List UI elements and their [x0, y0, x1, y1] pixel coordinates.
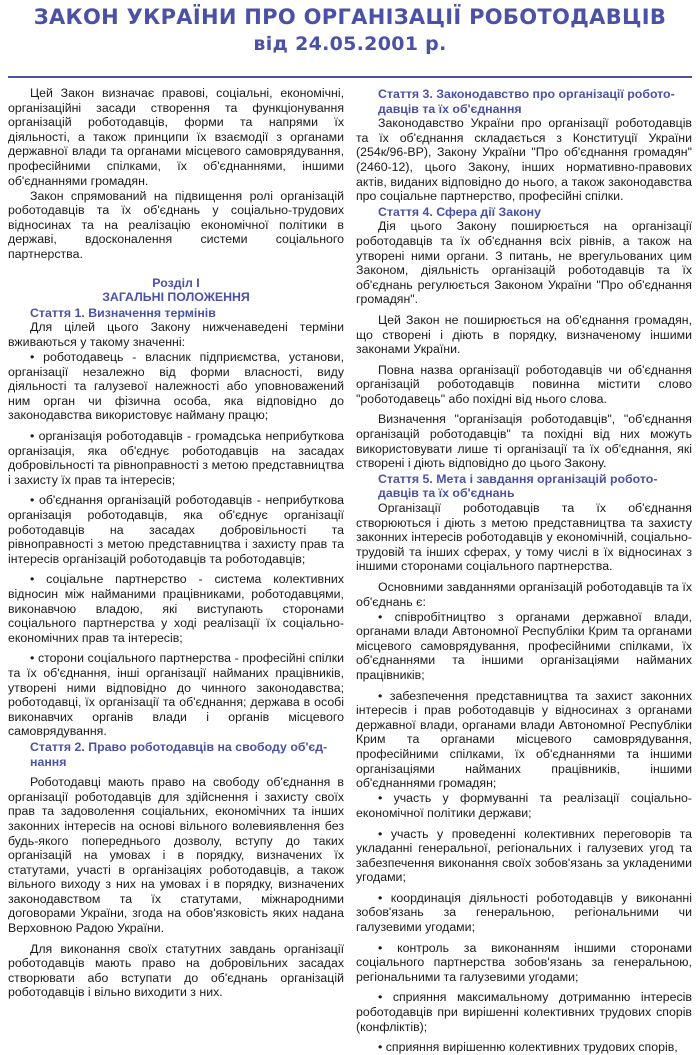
article-5-title-line-1: Стаття 5. Мета і завдання організацій робото- [378, 471, 658, 486]
article-5-paragraph-2: Основними завданнями організацій роботодавців та їх об'єднань є: [356, 580, 692, 609]
article-1-paragraph: Для цілей цього Закону нижченаведені терміни вживаються у такому значенні: [8, 320, 344, 349]
title-block [8, 0, 692, 64]
article-3-title [356, 87, 692, 116]
article-5-bullet-5: • координація діяльності роботодавців у виконанні зобов'язань за генеральною, регіональними чи галузевими угодами; [356, 890, 692, 935]
title-divider [8, 76, 692, 78]
article-5-bullet-7: • сприяння максимальному дотриманню інтересів роботодавців при вирішенні колективних трудових спорів (конфліктів); [356, 990, 692, 1034]
article-4-paragraph-1: Дія цього Закону поширюється на організації роботодавців та їх об'єднання всіх рівнів, а також на утворені ними органи. З питань, не врегульованих цим Законом, діяльність організацій роботодавців та їх об'єднань регулюється Законом України "Про об'єднання громадян". [356, 219, 692, 307]
article-2-title-line-1: Стаття 2. Право роботодавців на свободу об'єд- [30, 739, 328, 754]
article-5-bullet-2: • забезпечення представництва та захист законних інтересів і прав роботодавців у відносинах з органами державної влади, органами влади Автономної Республіки Крим та органами місцевого самоврядування, професійними спілками, їх об'єднаннями та іншими організаціями найманих працівників, іншими об'єднаннями громадян; [356, 688, 692, 791]
article-1-bullet-1: • роботодавець - власник підприємства, установи, організації незалежно від форми власності, виду діяльності та галузевої належності або уповноважений ним орган чи фізична особа, яка відповідно до законодавства використовує найману працю; [8, 350, 344, 423]
article-5-bullet-4: • участь у проведенні колективних переговорів та укладанні генеральної, регіональних і галузевих угод та забезпечення виконання своїх зобов'язань за укладеними угодами; [356, 826, 692, 885]
left-column [8, 86, 344, 1016]
article-1-bullet-2: • організація роботодавців - громадська неприбуткова організація, яка об'єднує роботодавців на засадах добровільності та рівноправності з метою представництва і захисту їх прав та інтересів; [8, 429, 344, 487]
article-3-title-line-1: Стаття 3. Законодавство про організації робото- [378, 87, 675, 101]
intro-paragraph-2: Закон спрямований на підвищення ролі організацій роботодавців та їх об'єднань у соціально-трудових відносинах та на реалізацію економічної політики в державі, вдосконалення системи соціального партнерства. [8, 188, 344, 262]
article-1-bullet-4: • соціальне партнерство - система колективних відносин між найманими працівниками, роботодавцями, виконавчою владою, які виступають сторонами соціального партнерства у ході реалізації їх соціально-економічних прав та інтересів; [8, 572, 344, 645]
article-5-bullet-8: • сприяння вирішенню колективних трудових спорів, [378, 1040, 678, 1055]
section-title: ЗАГАЛЬНІ ПОЛОЖЕННЯ [102, 290, 250, 305]
article-4-title: Стаття 4. Сфера дії Закону [378, 204, 541, 219]
law-date: від 24.05.2001 р. [253, 33, 447, 55]
article-3-paragraph: Законодавство України про організації роботодавців та їх об'єднання складається з Конституції України (254к/96-ВР), Закону України "Про об'єднання громадян" (2460-12), цього Закону, інших нормативно-правових актів, виданих відповідно до нього, а також законодавства про соціальне партнерство, професійні спілки. [356, 116, 692, 204]
article-5-bullet-6: • контроль за виконанням іншими сторонами соціального партнерства зобов'язань за генеральною, регіональними та галузевими угодами; [356, 940, 692, 984]
article-2-title [8, 740, 344, 769]
article-2-paragraph-1: Роботодавці мають право на свободу об'єднання в організації роботодавців для здійснення і захисту своїх прав та задоволення соціальних, економічних та інших законних інтересів на основі вільного волевиявлення без будь-якого попереднього дозволу, вступу до таких організацій на умовах і в порядку, визначених їх статутами, участі в організаціях роботодавців, а також вільного виходу з них на умовах і в порядку, визначених законодавством та їх статутами, міжнародними договорами України, згода на обов'язковість яких надана Верховною Радою України. [8, 775, 344, 936]
article-3-title-line-2: давців та їх об'єднання [378, 101, 522, 116]
article-4-paragraph-4: Визначення "організація роботодавців", "об'єднання організацій роботодавців" та похідні від них можуть використовувати лише ті організації та їх об'єднання, які створені і діють відповідно до цього Закону. [356, 412, 692, 471]
law-title: ЗАКОН УКРАЇНИ ПРО ОРГАНІЗАЦІЇ РОБОТОДАВЦІВ [33, 5, 667, 29]
right-column [356, 86, 692, 1055]
article-5-paragraph-1: Організації роботодавців та їх об'єднання створюються і діють з метою представництва та захисту законних інтересів роботодавців у економічній, соціально-трудовій та інших сферах, у тому числі в їх відносинах з іншими сторонами соціального партнерства. [356, 501, 692, 574]
article-5-bullet-1: • співробітництво з органами державної влади, органами влади Автономної Республіки Крим та органами місцевого самоврядування, професійними спілками, їх об'єднаннями та іншими організаціями найманих працівників; [356, 609, 692, 683]
text-columns [8, 86, 692, 1055]
intro-paragraph-1: Цей Закон визначає правові, соціальні, економічні, організаційні засади створення та функціонування організацій роботодавців, форми та напрями їх діяльності, а також принципи їх взаємодії з органами державної влади та органами місцевого самоврядування, професійними спілками, їх об'єднаннями, іншими об'єднаннями громадян. [8, 86, 344, 188]
article-1-bullet-5: • сторони соціального партнерства - професійні спілки та їх об'єднання, інші організації найманих працівників, утворені ними відповідно до чинного законодавства; роботодавці, їх організації та об'єднання; держава в особі виконавчих органів влади і органів місцевого самоврядування. [8, 651, 344, 739]
article-4-paragraph-3: Повна назва організації роботодавців чи об'єднання організацій роботодавців повинна містити слово "роботодавець" або похідні від нього слова. [356, 362, 692, 406]
article-5-title [356, 472, 692, 501]
article-5-bullet-3: • участь у формуванні та реалізації соціально-економічної політики держави; [356, 791, 692, 820]
article-4-paragraph-2: Цей Закон не поширюється на об'єднання громадян, що створені і діють в порядку, визначеному іншими законами України. [356, 312, 692, 357]
article-2-title-line-2: нання [30, 754, 67, 769]
section-number: Розділ І [152, 275, 200, 290]
article-5-title-line-2: давців та їх об'єднань [378, 486, 515, 501]
article-1-bullet-3: • об'єднання організацій роботодавців - неприбуткова організація роботодавців, яка об'єднує організації роботодавців на засадах добровільності та рівноправності з метою представництва і захисту прав та інтересів організацій роботодавців та роботодавців; [8, 493, 344, 566]
article-1-title: Стаття 1. Визначення термінів [30, 305, 216, 320]
article-2-paragraph-2: Для виконання своїх статутних завдань організації роботодавців мають право на добровільних засадах створювати або вступати до об'єднань організацій роботодавців і вільно виходити з них. [8, 941, 344, 1000]
